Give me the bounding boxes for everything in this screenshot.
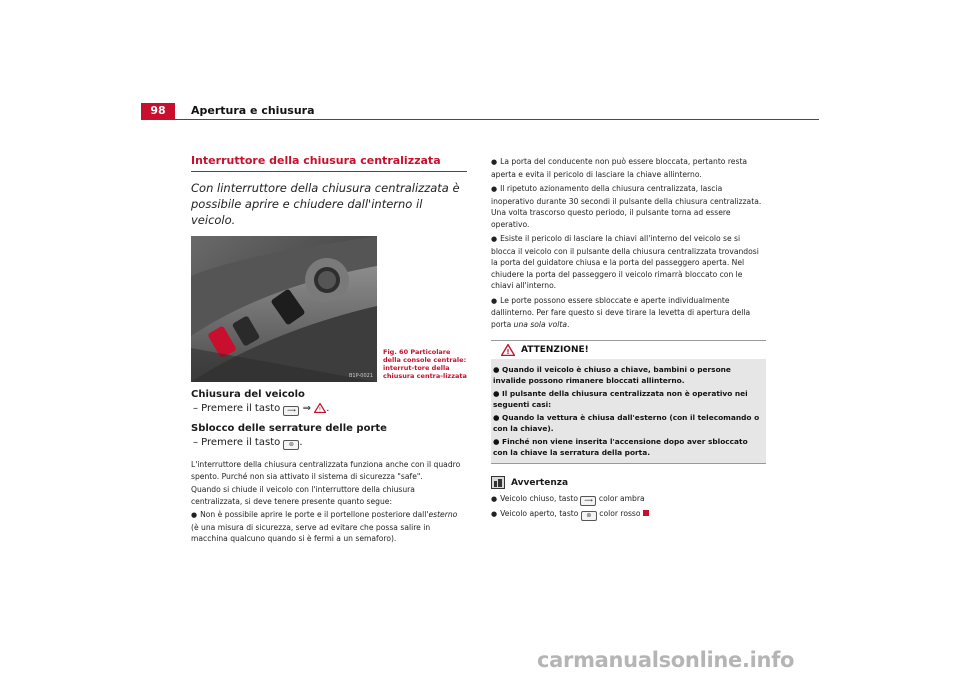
unlock-step: – Premere il tasto ⊚ . bbox=[193, 437, 303, 448]
header-rule bbox=[141, 119, 819, 120]
bullet-icon: ● bbox=[493, 389, 500, 398]
warning-box bbox=[491, 340, 766, 464]
paragraph-1: L'interruttore della chiusura centralizzata funziona anche con il quadro spento. Purché non sia attivato il sistema di sicurezza "safe". bbox=[191, 460, 461, 481]
page-number: 98 bbox=[141, 103, 175, 119]
note-item: ● Veicolo chiuso, tasto ⟿ color ambra bbox=[491, 494, 645, 504]
unlock-step-text: – Premere il tasto bbox=[193, 437, 281, 448]
left-column bbox=[191, 154, 467, 545]
lock-step-text: – Premere il tasto bbox=[193, 403, 281, 414]
bullet-icon: ● bbox=[491, 510, 498, 518]
bullet-icon: ● bbox=[493, 413, 500, 422]
bullet-item: ● Le porte possono essere sbloccate e aperte individualmente dallinterno. Per fare questo si deve tirare la levetta di apertura della porta una sola volta. bbox=[491, 295, 751, 329]
bullet-icon: ● bbox=[493, 365, 500, 374]
intro-text: Con linterruttore della chiusura centralizzata è possibile aprire e chiudere dall'interno il veicolo. bbox=[191, 181, 460, 227]
section-header: Apertura e chiusura bbox=[191, 104, 315, 117]
bullet-item: ● Il ripetuto azionamento della chiusura centralizzata, lascia inoperativo durante 30 secondi il pulsante della chiusura centralizzata. Una volta trascorso questo periodo, il pulsante torna ad essere operativo. bbox=[491, 184, 762, 229]
bullet-icon: ● bbox=[491, 235, 498, 243]
warning-item: ● Finché non viene inserita l'accensione dopo aver sbloccato con la chiave la serratura della porta. bbox=[493, 437, 748, 457]
bullet-icon: ● bbox=[491, 158, 498, 166]
lock-key-icon: ⟿ bbox=[580, 496, 596, 506]
unlock-key-icon: ⊚ bbox=[283, 440, 299, 450]
lock-key-icon: ⟿ bbox=[283, 406, 299, 416]
bullet-item: ● Non è possibile aprire le porte e il portellone posteriore dall'esterno (è una misura di sicurezza, serve ad evitare che possa salire in macchina qualcuno quando si è fermi a un semaforo). bbox=[191, 510, 458, 543]
note-icon bbox=[491, 476, 505, 489]
warning-triangle-icon bbox=[314, 403, 326, 413]
lock-step: – Premere il tasto ⟿ ⇒ ! . bbox=[193, 403, 330, 414]
bullet-item: ● La porta del conducente non può essere bloccata, pertanto resta aperta e evita il pericolo di lasciare la chiave allinterno. bbox=[491, 157, 748, 179]
warning-item: ● Il pulsante della chiusura centralizzata non è operativo nei seguenti casi: bbox=[493, 389, 748, 409]
bullet-icon: ● bbox=[493, 437, 500, 446]
unlock-key-icon: ⊚ bbox=[581, 511, 597, 521]
right-column bbox=[491, 154, 766, 521]
svg-text:!: ! bbox=[506, 348, 510, 356]
svg-text:!: ! bbox=[318, 406, 322, 413]
warning-title: ! ATTENZIONE! bbox=[491, 341, 766, 359]
bullet-icon: ● bbox=[491, 296, 498, 305]
figure-image bbox=[191, 236, 377, 382]
lock-step-arrow: ⇒ bbox=[302, 403, 311, 414]
paragraph-2: Quando si chiude il veicolo con l'interruttore della chiusura centralizzata, si deve tenere presente quanto segue: bbox=[191, 485, 415, 506]
figure-caption: Fig. 60 Particolare della console centrale: interrut-tore della chiusura centra-lizzata bbox=[383, 348, 467, 380]
bullet-icon: ● bbox=[491, 495, 498, 503]
note-item: ● Veicolo aperto, tasto ⊚ color rosso bbox=[491, 508, 766, 521]
unlock-heading: Sblocco delle serrature delle porte bbox=[191, 423, 387, 434]
bullet-item: ● Esiste il pericolo di lasciare la chiavi all'interno del veicolo se si blocca il veicolo con il pulsante della chiusura centralizzata trovandosi la porta del guidatore chiusa e la porta del passeggero aperta. Nel chiudere la porta del passeggero il veicolo rimarrà bloccato con le chiavi all'interno. bbox=[491, 234, 759, 290]
bullet-icon: ● bbox=[491, 185, 498, 193]
lock-heading: Chiusura del veicolo bbox=[191, 389, 305, 400]
section-title: Interruttore della chiusura centralizzata bbox=[191, 154, 467, 172]
warning-item: ● Quando il veicolo è chiuso a chiave, bambini o persone invalide possono rimanere bloccati allinterno. bbox=[493, 365, 731, 385]
bullet-icon: ● bbox=[191, 511, 198, 519]
warning-item: ● Quando la vettura è chiusa dall'esterno (con il telecomando o con la chiave). bbox=[493, 413, 760, 433]
end-of-section-icon bbox=[643, 510, 649, 516]
watermark: carmanualsonline.info bbox=[537, 648, 795, 672]
note-heading: Avvertenza bbox=[491, 476, 766, 489]
console-illustration bbox=[191, 236, 377, 382]
figure-block bbox=[191, 236, 467, 382]
warning-triangle-icon bbox=[501, 344, 515, 356]
figure-id-label: B1P-0021 bbox=[348, 373, 373, 379]
